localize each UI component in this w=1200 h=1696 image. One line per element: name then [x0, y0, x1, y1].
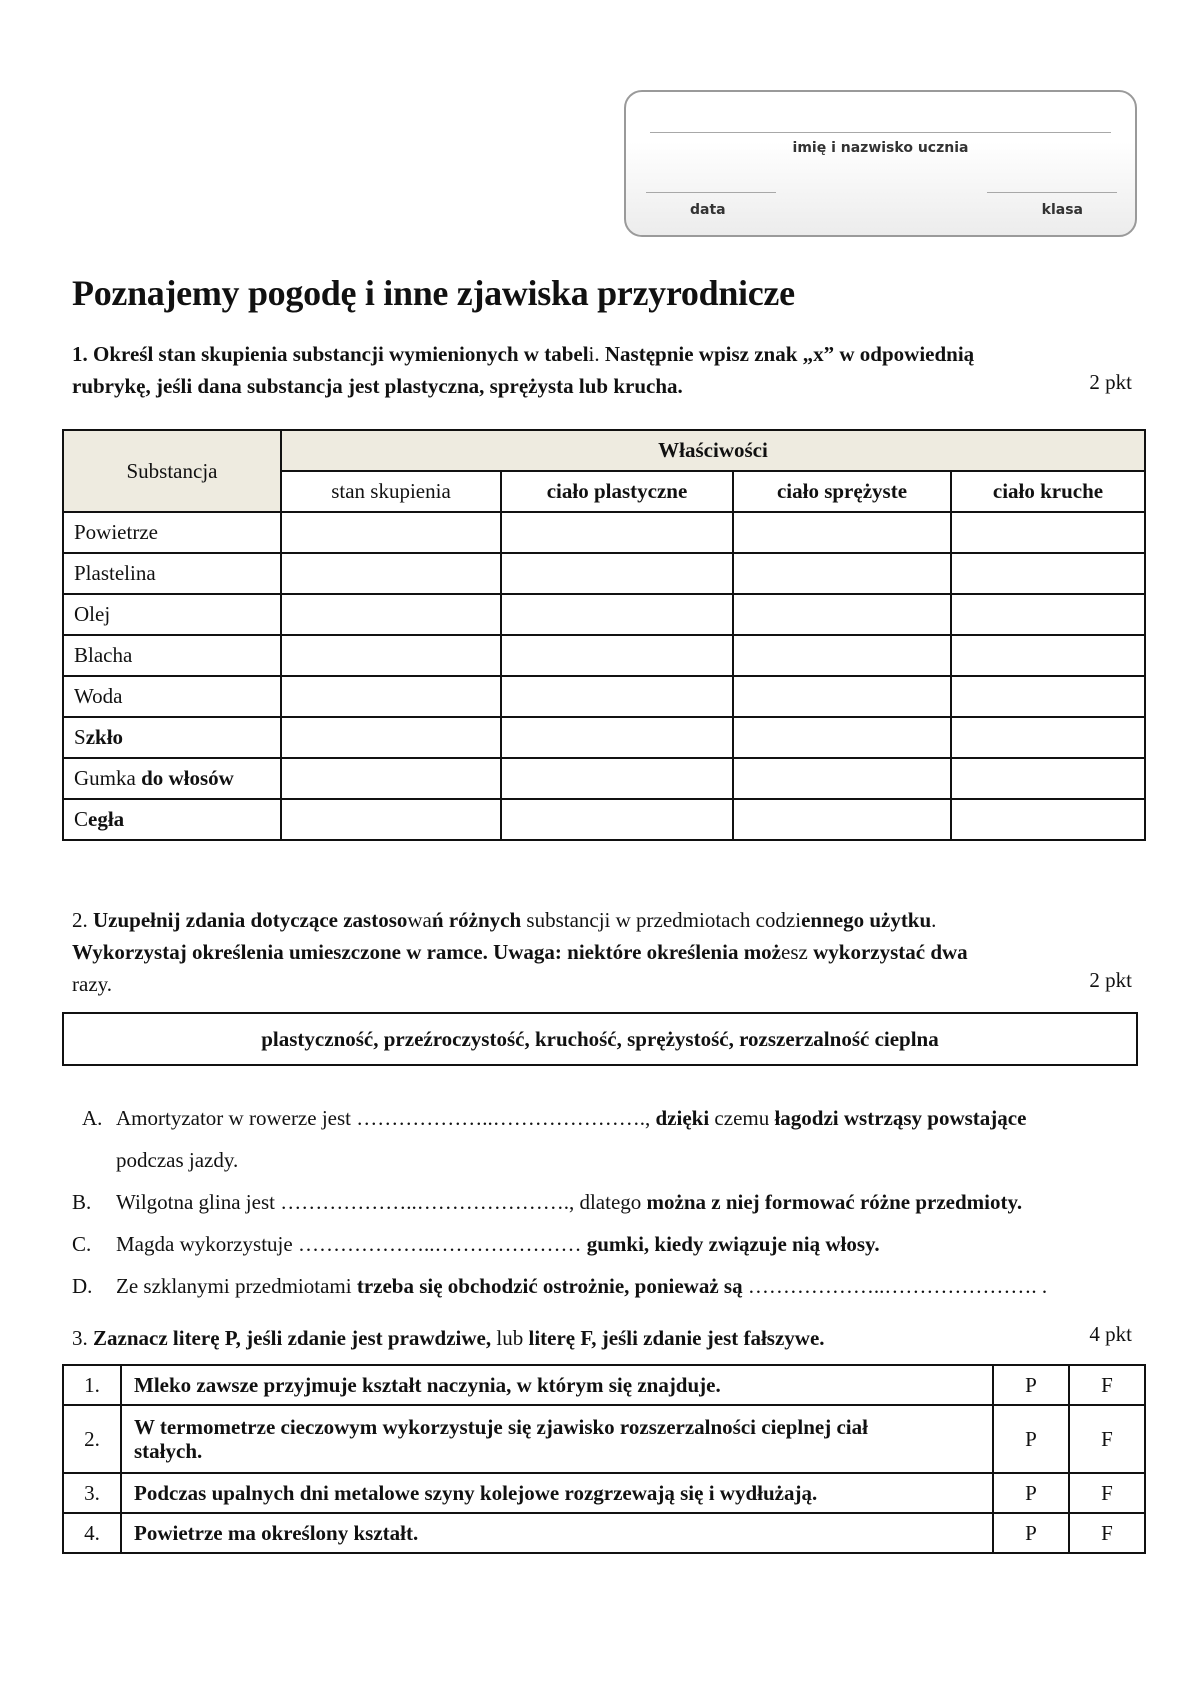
subcol-plastic: ciało plastyczne: [501, 471, 733, 512]
table-row: [63, 594, 1145, 635]
true-false-table: [62, 1364, 1146, 1554]
statement-number: 4.: [63, 1513, 121, 1553]
statement-number: 2.: [63, 1405, 121, 1473]
item-d: D. Ze szklanymi przedmiotami trzeba się obchodzić ostrożnie, ponieważ są ………………..…………………. .: [72, 1274, 1048, 1298]
statement-text: Powietrze ma określony kształt.: [121, 1513, 993, 1553]
answer-cell[interactable]: [501, 553, 733, 594]
answer-cell[interactable]: [281, 553, 501, 594]
answer-cell[interactable]: [281, 594, 501, 635]
name-label: imię i nazwisko ucznia: [792, 140, 969, 156]
task2-instruction: 2. Uzupełnij zdania dotyczące zastosowań różnych substancji w przedmiotach codziennego użytku. Wykorzystaj określenia umieszczone w ramce. Uwaga: niektóre określenia możesz wykorzystać dwa razy.: [72, 908, 968, 996]
table-row: [63, 758, 1145, 799]
substance-name: Cegła: [63, 799, 281, 840]
answer-cell[interactable]: [281, 799, 501, 840]
task3-instruction: 3. Zaznacz literę P, jeśli zdanie jest prawdziwe, lub literę F, jeśli zdanie jest fałszywe.: [72, 1326, 825, 1350]
table-row: [63, 676, 1145, 717]
true-option[interactable]: P: [993, 1405, 1069, 1473]
answer-cell[interactable]: [951, 553, 1145, 594]
table-row: [63, 1513, 1145, 1553]
answer-cell[interactable]: [281, 758, 501, 799]
answer-cell[interactable]: [733, 594, 951, 635]
substance-name: Plastelina: [63, 553, 281, 594]
true-option[interactable]: P: [993, 1473, 1069, 1513]
answer-cell[interactable]: [733, 553, 951, 594]
item-a: A. Amortyzator w rowerze jest ………………..…………………., dzięki czemu łagodzi wstrząsy powstające: [82, 1106, 1027, 1130]
task2-points: 2 pkt: [1089, 968, 1132, 992]
table-row: [63, 635, 1145, 676]
answer-cell[interactable]: [733, 676, 951, 717]
false-option[interactable]: F: [1069, 1405, 1145, 1473]
answer-cell[interactable]: [951, 635, 1145, 676]
answer-cell[interactable]: [501, 799, 733, 840]
answer-cell[interactable]: [501, 635, 733, 676]
date-label: data: [690, 202, 726, 218]
answer-cell[interactable]: [951, 717, 1145, 758]
table-row: [63, 717, 1145, 758]
student-info-box: [624, 90, 1137, 237]
answer-cell[interactable]: [733, 758, 951, 799]
false-option[interactable]: F: [1069, 1473, 1145, 1513]
statement-text: Podczas upalnych dni metalowe szyny kolejowe rozgrzewają się i wydłużają.: [121, 1473, 993, 1513]
date-line[interactable]: [646, 192, 776, 193]
col-substance-header: Substancja: [63, 430, 281, 512]
table-row: [63, 512, 1145, 553]
table-row: [63, 553, 1145, 594]
table-row: [63, 799, 1145, 840]
answer-cell[interactable]: [951, 799, 1145, 840]
table-row: [63, 1365, 1145, 1405]
answer-cell[interactable]: [501, 717, 733, 758]
blank-c[interactable]: ………………..…………………: [297, 1232, 582, 1256]
statement-text: Mleko zawsze przyjmuje kształt naczynia, w którym się znajduje.: [121, 1365, 993, 1405]
word-bank: plastyczność, przeźroczystość, kruchość, sprężystość, rozszerzalność cieplna: [62, 1012, 1138, 1066]
col-properties-header: Właściwości: [281, 430, 1145, 471]
substances-table: [62, 429, 1146, 841]
false-option[interactable]: F: [1069, 1513, 1145, 1553]
substance-name: Powietrze: [63, 512, 281, 553]
subcol-brittle: ciało kruche: [951, 471, 1145, 512]
blank-d[interactable]: ………………..…………………. .: [747, 1274, 1048, 1298]
true-option[interactable]: P: [993, 1365, 1069, 1405]
answer-cell[interactable]: [951, 512, 1145, 553]
answer-cell[interactable]: [501, 758, 733, 799]
class-label: klasa: [1041, 202, 1083, 218]
answer-cell[interactable]: [733, 799, 951, 840]
item-c: C. Magda wykorzystuje ………………..………………… gumki, kiedy związuje nią włosy.: [72, 1232, 880, 1256]
answer-cell[interactable]: [501, 594, 733, 635]
page-title: Poznajemy pogodę i inne zjawiska przyrodnicze: [72, 273, 795, 313]
blank-a[interactable]: ………………..………………….: [356, 1106, 645, 1130]
answer-cell[interactable]: [733, 717, 951, 758]
answer-cell[interactable]: [501, 676, 733, 717]
answer-cell[interactable]: [281, 717, 501, 758]
answer-cell[interactable]: [951, 594, 1145, 635]
true-option[interactable]: P: [993, 1513, 1069, 1553]
statement-number: 1.: [63, 1365, 121, 1405]
class-line[interactable]: [987, 192, 1117, 193]
table-row: [63, 1405, 1145, 1473]
task1-points: 2 pkt: [1089, 370, 1132, 394]
answer-cell[interactable]: [281, 512, 501, 553]
answer-cell[interactable]: [951, 676, 1145, 717]
item-b: B. Wilgotna glina jest ………………..…………………., dlatego można z niej formować różne przedmioty.: [72, 1190, 1023, 1214]
table-row: [63, 1473, 1145, 1513]
task1-instruction: 1. Określ stan skupienia substancji wymienionych w tabeli. Następnie wpisz znak „x” w odpowiednią rubrykę, jeśli dana substancja jest plastyczna, sprężysta lub krucha.: [72, 342, 975, 398]
false-option[interactable]: F: [1069, 1365, 1145, 1405]
substance-name: Olej: [63, 594, 281, 635]
answer-cell[interactable]: [281, 676, 501, 717]
blank-b[interactable]: ………………..………………….: [280, 1190, 569, 1214]
substance-name: Blacha: [63, 635, 281, 676]
subcol-state: stan skupienia: [281, 471, 501, 512]
item-a-cont: podczas jazdy.: [116, 1148, 239, 1172]
answer-cell[interactable]: [281, 635, 501, 676]
statement-text: W termometrze cieczowym wykorzystuje się zjawisko rozszerzalności cieplnej ciał stałych.: [121, 1405, 993, 1473]
task3-points: 4 pkt: [1089, 1322, 1132, 1346]
substance-name: Woda: [63, 676, 281, 717]
subcol-elastic: ciało sprężyste: [733, 471, 951, 512]
substance-name: Szkło: [63, 717, 281, 758]
name-line[interactable]: [650, 132, 1111, 133]
answer-cell[interactable]: [951, 758, 1145, 799]
answer-cell[interactable]: [733, 512, 951, 553]
substance-name: Gumka do włosów: [63, 758, 281, 799]
answer-cell[interactable]: [501, 512, 733, 553]
statement-number: 3.: [63, 1473, 121, 1513]
answer-cell[interactable]: [733, 635, 951, 676]
